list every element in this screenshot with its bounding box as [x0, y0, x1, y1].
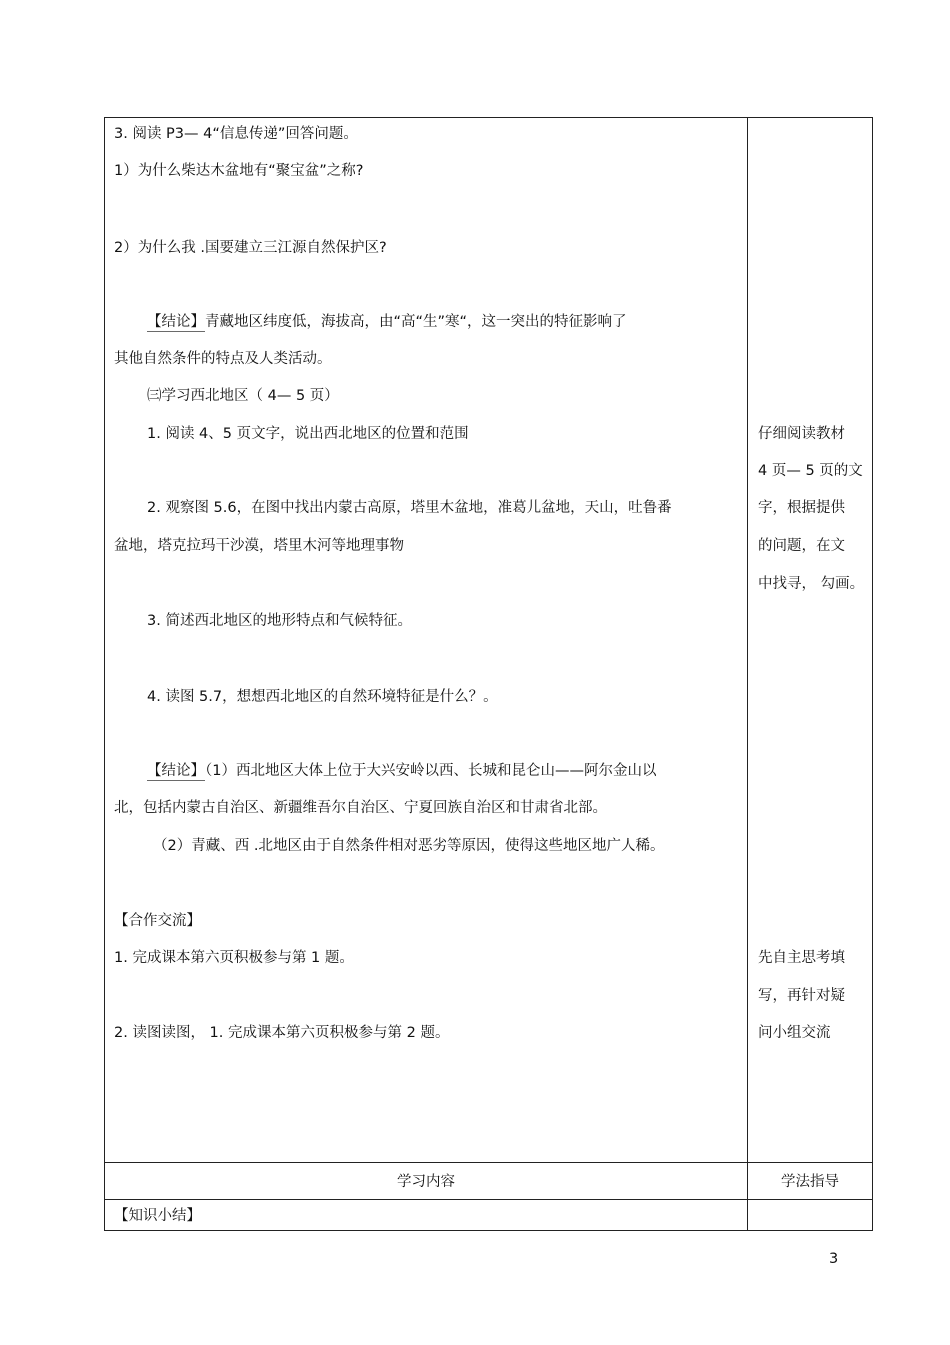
guide-line: 仔细阅读教材 [758, 426, 845, 442]
table-column-divider [747, 117, 748, 1231]
conclusion-text: 青藏地区纬度低，海拔高，由“高“生”寒“，这一突出的特征影响了 [205, 314, 627, 330]
conclusion-text: （1）西北地区大体上位于大兴安岭以西、长城和昆仑山——阿尔金山以 [205, 763, 657, 779]
cooperation-task-1: 1. 完成课本第六页积极参与第 1 题。 [114, 950, 354, 966]
table-border-bottom [104, 1230, 873, 1231]
question-3-1: 1）为什么柴达木盆地有“聚宝盆”之称? [114, 163, 364, 179]
guide-line: 问小组交流 [758, 1025, 831, 1041]
question-3-heading: 3. 阅读 P3— 4“信息传递”回答问题。 [114, 126, 358, 142]
conclusion-1-continued: 其他自然条件的特点及人类活动。 [114, 351, 332, 367]
guide-line: 写，再针对疑 [758, 988, 845, 1004]
question-3-2: 2）为什么我 .国要建立三江源自然保护区? [114, 240, 387, 256]
guide-line: 4 页— 5 页的文 [758, 463, 863, 479]
header-study-method: 学法指导 [781, 1174, 839, 1190]
table-row-divider [104, 1199, 873, 1200]
conclusion-label: 【结论】 [147, 314, 205, 330]
guide-line: 字，根据提供 [758, 500, 845, 516]
guide-line: 中找寻， 勾画。 [758, 576, 865, 592]
guide-line: 的问题，在文 [758, 538, 845, 554]
northwest-question-3: 3. 简述西北地区的地形特点和气候特征。 [147, 613, 412, 629]
northwest-question-4: 4. 读图 5.7，想想西北地区的自然环境特征是什么？。 [147, 689, 498, 705]
header-learning-content: 学习内容 [397, 1174, 455, 1190]
conclusion-2 [147, 762, 656, 780]
section-heading-northwest: ㈢学习西北地区（ 4— 5 页） [147, 388, 339, 404]
page-number: 3 [829, 1251, 839, 1267]
table-border-right [872, 117, 873, 1231]
table-row-divider [104, 1162, 873, 1163]
conclusion-2-point-2: （2）青藏、西 .北地区由于自然条件相对恶劣等原因，使得这些地区地广人稀。 [153, 838, 665, 854]
conclusion-1 [147, 313, 627, 331]
conclusion-label: 【结论】 [147, 763, 205, 779]
conclusion-2-continued: 北，包括内蒙古自治区、新疆维吾尔自治区、宁夏回族自治区和甘肃省北部。 [114, 800, 607, 816]
northwest-question-1: 1. 阅读 4、5 页文字，说出西北地区的位置和范围 [147, 426, 469, 442]
cooperation-task-2: 2. 读图读图， 1. 完成课本第六页积极参与第 2 题。 [114, 1025, 450, 1041]
knowledge-summary-label: 【知识小结】 [114, 1208, 201, 1224]
cooperation-heading: 【合作交流】 [114, 913, 201, 929]
northwest-question-2-continued: 盆地，塔克拉玛干沙漠，塔里木河等地理事物 [114, 538, 404, 554]
table-border-left [104, 117, 105, 1231]
northwest-question-2: 2. 观察图 5.6，在图中找出内蒙古高原，塔里木盆地，准葛儿盆地，天山，吐鲁番 [147, 500, 672, 516]
guide-line: 先自主思考填 [758, 950, 845, 966]
table-border-top [104, 117, 873, 118]
